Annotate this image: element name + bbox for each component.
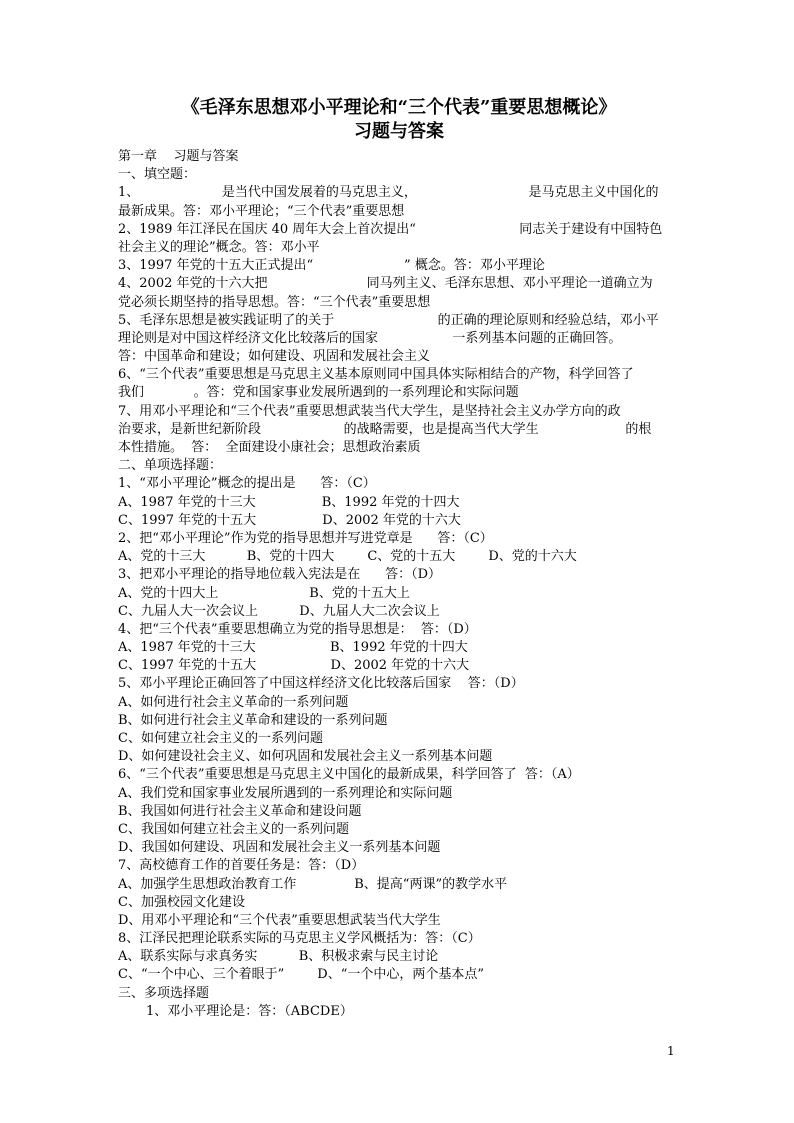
text-line: 三、多项选择题 <box>118 985 210 1001</box>
text-line: D、用邓小平理论和“三个代表”重要思想武装当代大学生 <box>118 912 441 928</box>
text-line: 1、 是当代中国发展着的马克思主义， 是马克思主义中国化的 <box>118 185 659 201</box>
text-line: 7、用邓小平理论和“三个代表”重要思想武装当代大学生，是坚持社会主义办学方向的政 <box>118 403 621 419</box>
text-line: 6、“三个代表”重要思想是马克思主义基本原则同中国具体实际相结合的产物，科学回答了 <box>118 367 634 383</box>
text-line: 理论则是对中国这样经济文化比较落后的国家 一系列基本问题的正确回答。 <box>118 330 622 346</box>
document-title: 《毛泽东思想邓小平理论和“三个代表”重要思想概论》 <box>181 97 617 118</box>
text-line: 3、1997 年党的十五大正式提出“ ” 概念。答：邓小平理论 <box>118 258 545 274</box>
text-line: 5、邓小平理论正确回答了中国这样经济文化比较落后国家 答：（D） <box>118 676 524 692</box>
text-line: A、联系实际与求真务实 B、积极求索与民主讨论 <box>118 949 439 965</box>
text-line: 最新成果。答：邓小平理论；“三个代表”重要思想 <box>118 203 405 219</box>
document-subtitle: 习题与答案 <box>354 121 444 142</box>
text-line: C、1997 年党的十五大 D、2002 年党的十六大 <box>118 512 461 528</box>
text-line: 1、邓小平理论是：答：（ABCDE） <box>146 1003 353 1019</box>
text-line: C、如何建立社会主义的一系列问题 <box>118 731 323 746</box>
text-line: 4、2002 年党的十六大把 同马列主义、毛泽东思想、邓小平理论一道确立为 <box>118 276 653 292</box>
text-line: B、我国如何进行社会主义革命和建设问题 <box>118 803 362 819</box>
text-line: C、1997 年党的十五大 D、2002 年党的十六大 <box>118 658 470 674</box>
text-line: A、1987 年党的十三大 B、1992 年党的十四大 <box>118 494 460 510</box>
text-line: 答：中国革命和建设；如何建设、巩固和发展社会主义 <box>118 349 431 365</box>
text-line: C、我国如何建立社会主义的一系列问题 <box>118 821 349 837</box>
text-line: C、“一个中心、三个着眼于” D、“一个中心，两个基本点” <box>118 967 485 983</box>
text-line: 1、“邓小平理论”概念的提出是 答：（C） <box>118 476 376 492</box>
text-line: 7、高校德育工作的首要任务是：答：（D） <box>118 858 365 874</box>
text-line: A、我们党和国家事业发展所遇到的一系列理论和实际问题 <box>118 785 453 801</box>
text-line: 第一章 习题与答案 <box>118 149 239 164</box>
text-line: 社会主义的理论”概念。答：邓小平 <box>118 239 320 255</box>
text-line: 2、把“邓小平理论”作为党的指导思想并写进党章是 答：（C） <box>118 530 493 546</box>
text-line: A、加强学生思想政治教育工作 B、提高“两课”的教学水平 <box>118 876 508 892</box>
text-line: 5、毛泽东思想是被实践证明了的关于 的正确的理论原则和经验总结，邓小平 <box>118 312 659 328</box>
text-line: A、党的十三大 B、党的十四大 C、党的十五大 D、党的十六大 <box>118 549 577 565</box>
document-body <box>118 148 680 1021</box>
text-line: A、1987 年党的十三大 B、1992 年党的十四大 <box>118 640 468 656</box>
text-line: 本性措施。 答： 全面建设小康社会；思想政治素质 <box>118 440 421 455</box>
text-line: 4、把“三个代表”重要思想确立为党的指导思想是： 答：（D） <box>118 621 477 637</box>
text-line: 3、把邓小平理论的指导地位载入宪法是在 答：（D） <box>118 567 441 583</box>
text-line: 治要求，是新世纪新阶段 的战略需要，也是提高当代大学生 的根 <box>118 421 652 437</box>
text-line: A、党的十四大上 B、党的十五大上 <box>118 585 410 601</box>
text-line: 8、江泽民把理论联系实际的马克思主义学风概括为：答：（C） <box>118 931 481 947</box>
text-line: D、我国如何建设、巩固和发展社会主义一系列基本问题 <box>118 840 441 856</box>
text-line: 二、单项选择题： <box>118 458 223 474</box>
text-line: 2、1989 年江泽民在国庆 40 周年大会上首次提出“ 同志关于建设有中国特色 <box>118 221 663 237</box>
text-line: 一、填空题： <box>118 167 197 183</box>
text-line: 6、“三个代表”重要思想是马克思主义中国化的最新成果，科学回答了 答：（A） <box>118 767 580 783</box>
document-page <box>118 96 680 1021</box>
text-line: C、九届人大一次会议上 D、九届人大二次会议上 <box>118 603 440 619</box>
text-line: C、加强校园文化建设 <box>118 894 245 910</box>
text-line: D、如何建设社会主义、如何巩固和发展社会主义一系列基本问题 <box>118 749 493 765</box>
text-line: B、如何进行社会主义革命和建设的一系列问题 <box>118 712 388 728</box>
text-line: 我们 。答：党和国家事业发展所遇到的一系列理论和实际问题 <box>118 385 519 401</box>
text-line: A、如何进行社会主义革命的一系列问题 <box>118 694 349 710</box>
text-line: 党必须长期坚持的指导思想。答：“三个代表”重要思想 <box>118 294 431 310</box>
page-number: 1 <box>667 1044 675 1058</box>
